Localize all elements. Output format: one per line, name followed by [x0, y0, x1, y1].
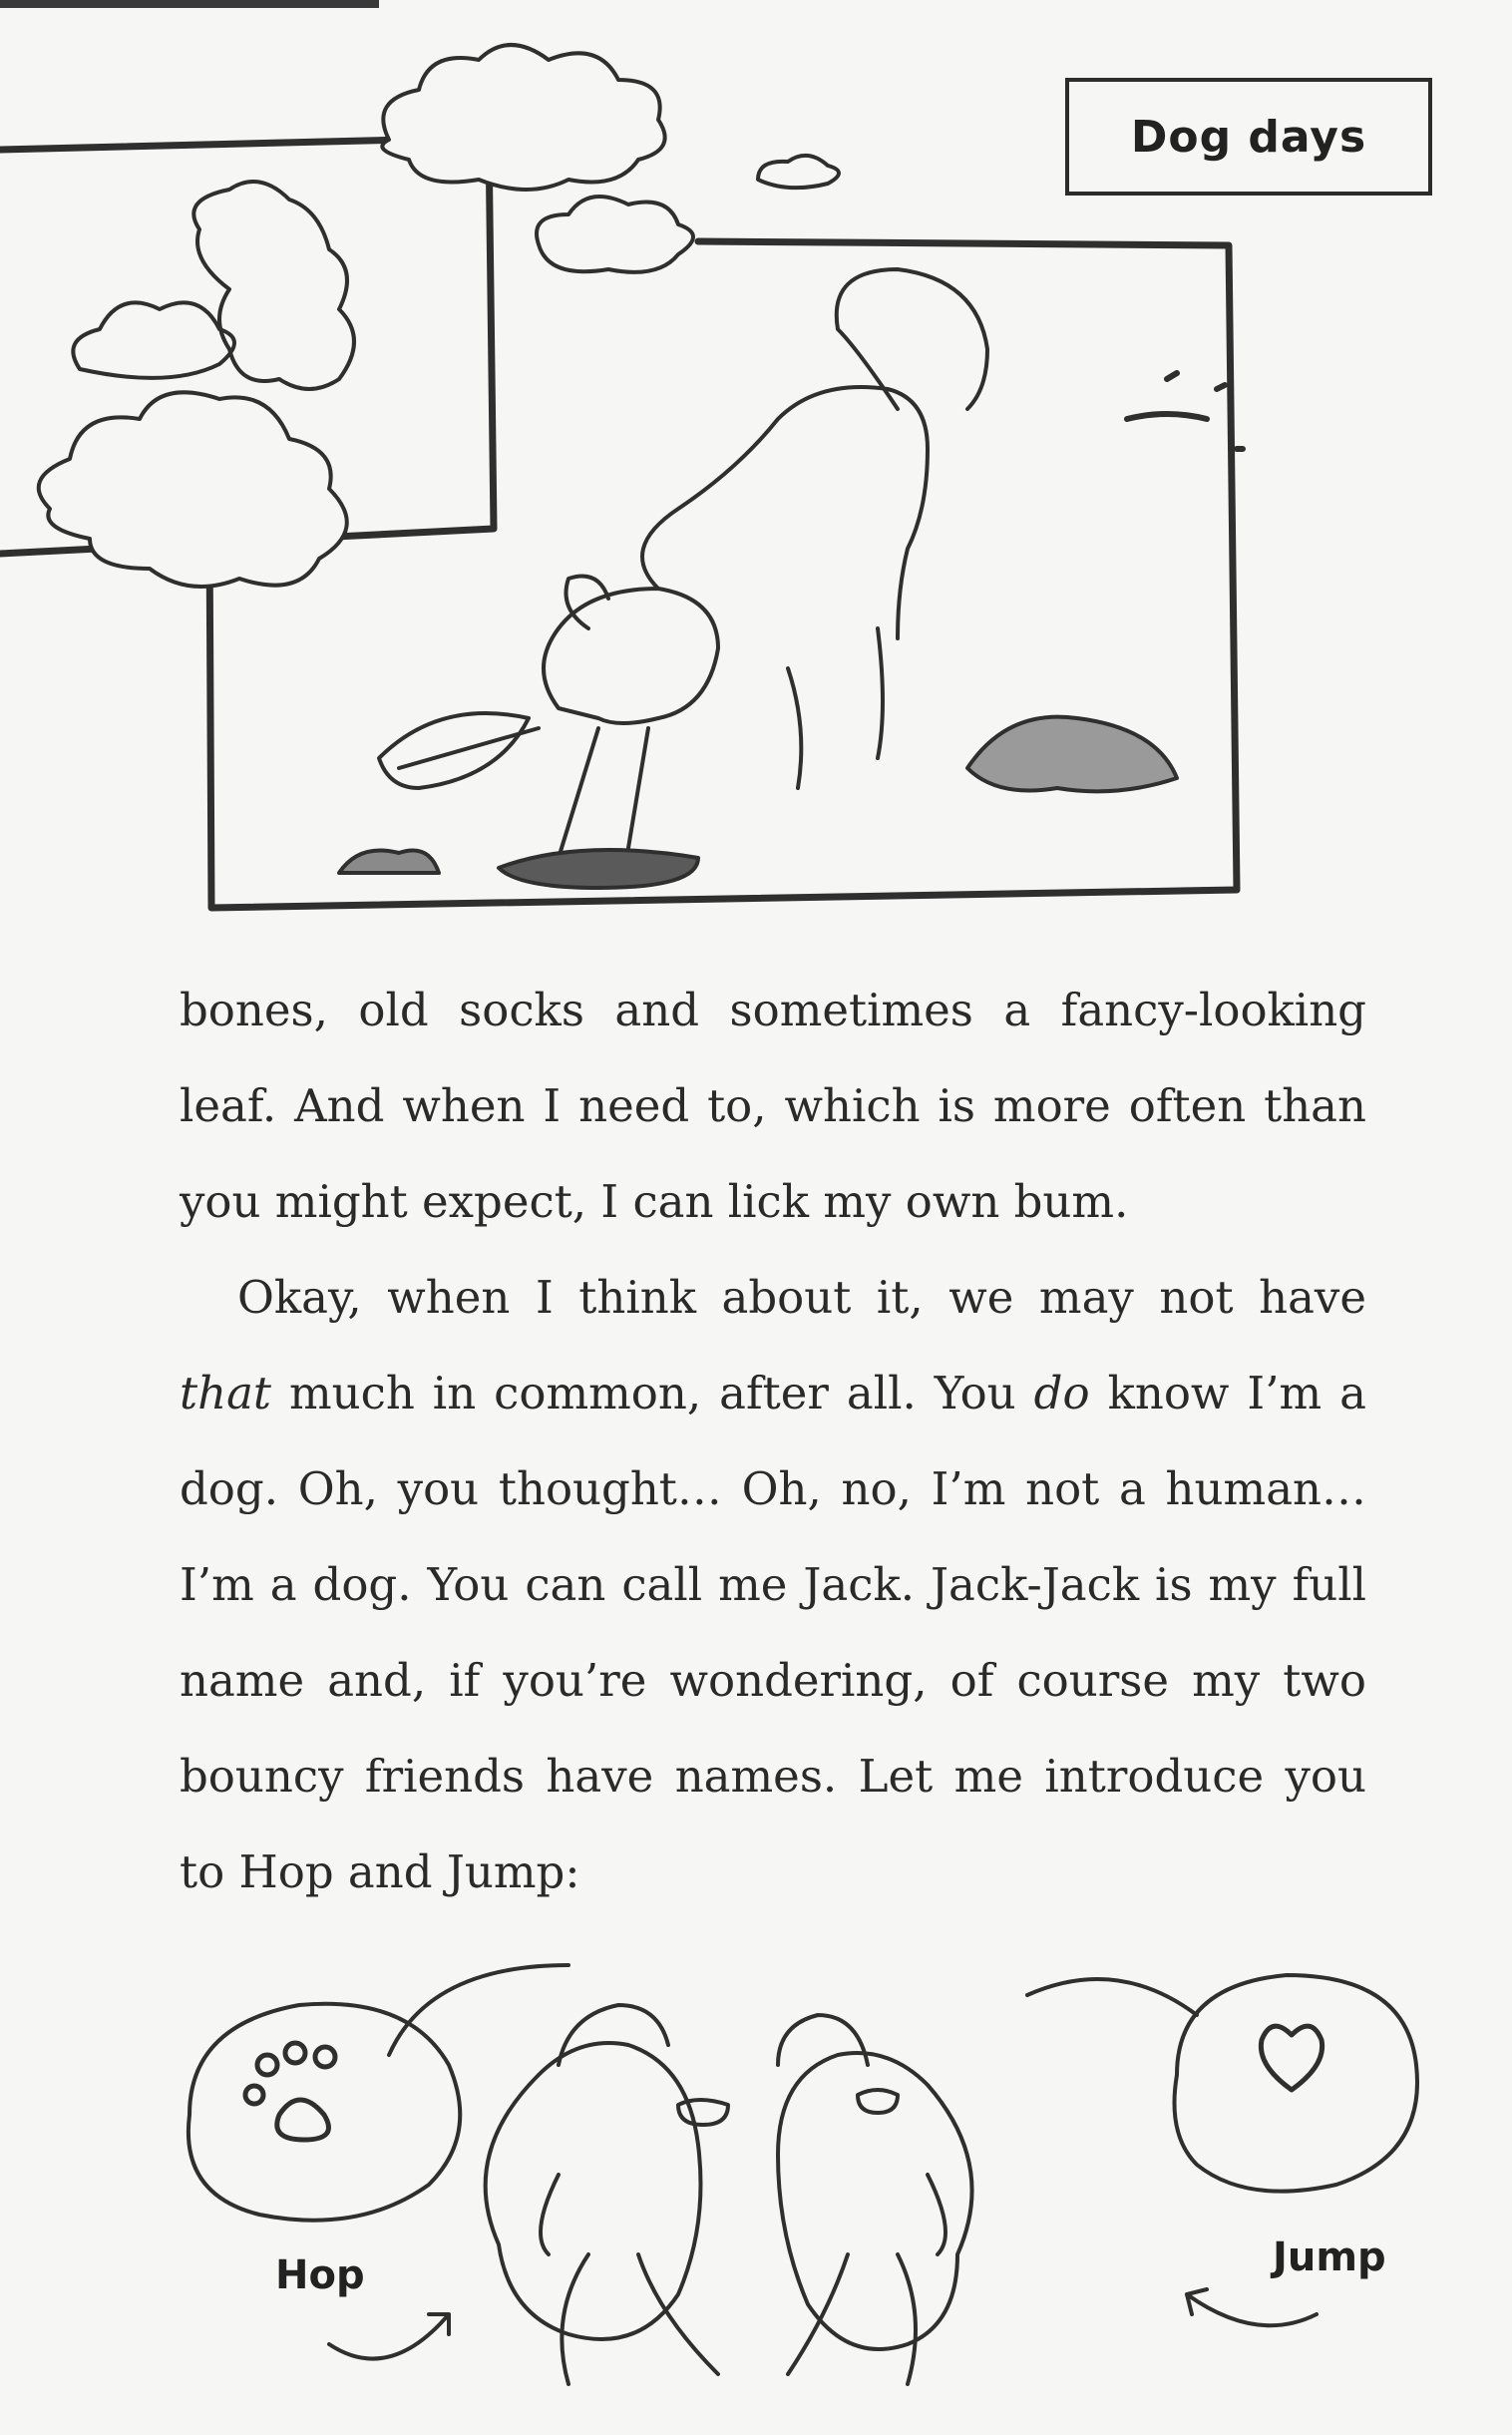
paragraph-2: Okay, when I think about it, we may not have that much in common, after all. You do know I’m a dog. Oh, you thought… Oh, no, I’m not a human… I’m a dog. You can call me Jack. Jack-Jack is my full name and, if you’re wondering, of course my two bouncy friends have names. Let me introduce you to Hop and Jump:	[180, 1271, 1366, 1898]
dog-body	[642, 387, 928, 638]
cloud-big-left	[39, 392, 347, 587]
cloud-tall	[193, 182, 354, 389]
dog-legs	[559, 628, 883, 858]
hop-label: Hop	[275, 2252, 365, 2298]
emphasis-that: that	[180, 1367, 271, 1420]
dirt-mound	[339, 851, 439, 874]
leaf-icon	[379, 713, 539, 788]
page-top-edge	[0, 0, 379, 8]
right-bubble-tail	[1027, 1979, 1197, 2015]
cloud-tiny	[758, 156, 839, 188]
hop-and-jump-illustration	[0, 1955, 1512, 2414]
jump-arrow	[1187, 2289, 1317, 2325]
chapter-title-box	[1065, 78, 1432, 196]
hop-flea	[486, 2043, 701, 2339]
cloud-top	[382, 45, 664, 190]
cloud-left	[73, 302, 234, 378]
jump-head	[778, 2015, 868, 2065]
left-bubble-tail	[389, 1965, 568, 2055]
main-panel-frame	[209, 241, 1237, 908]
paragraph-1: bones, old socks and sometimes a fancy-looking leaf. And when I need to, which is more often than you might expect, I can lick my own bum.	[180, 984, 1366, 1228]
dirt-spray	[1127, 373, 1243, 449]
dirt-hole	[499, 850, 698, 888]
jump-legs	[788, 2175, 945, 2384]
chapter-title: Dog days	[1130, 111, 1367, 163]
paw-icon	[245, 2043, 335, 2140]
heart-icon	[1261, 2026, 1322, 2090]
hop-arrow	[329, 2314, 449, 2359]
body-text	[180, 963, 1366, 1920]
right-thought-bubble	[1175, 1975, 1418, 2192]
jump-label: Jump	[1273, 2234, 1386, 2280]
dirt-pile-right	[967, 717, 1177, 792]
hop-legs	[541, 2175, 718, 2384]
emphasis-do: do	[1033, 1367, 1090, 1420]
hop-cup	[678, 2100, 728, 2125]
jump-flea	[778, 2053, 972, 2349]
cloud-small	[537, 197, 693, 272]
jump-cup	[858, 2090, 898, 2113]
